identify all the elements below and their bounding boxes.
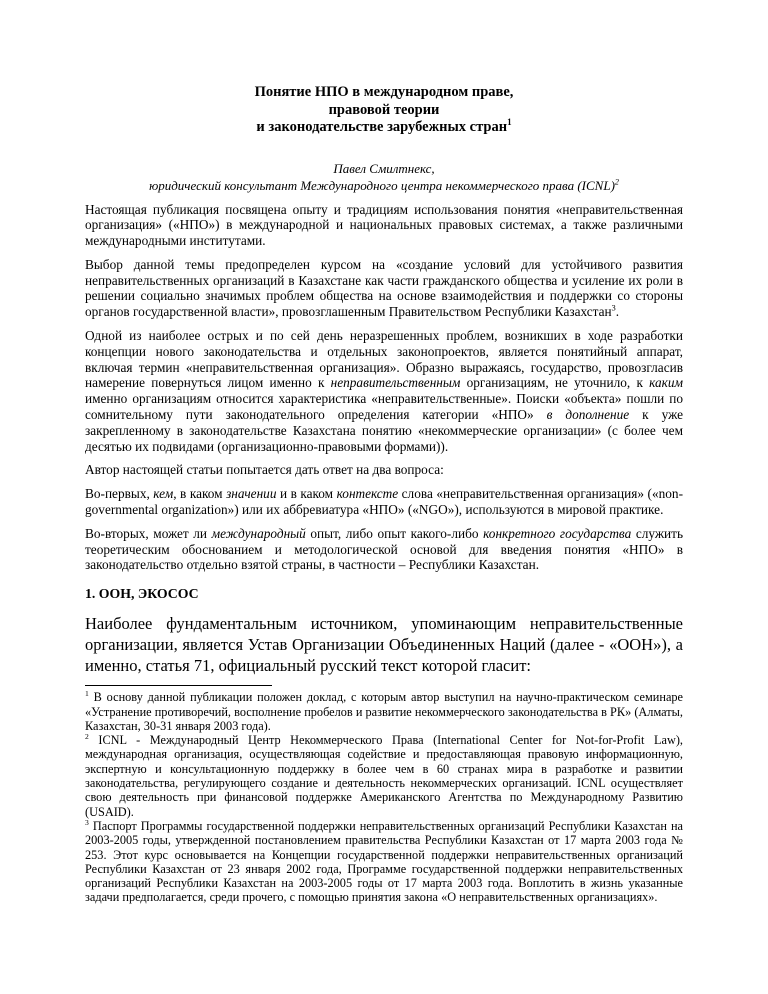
footnote-2 xyxy=(85,733,683,819)
section-heading-un-ecosoc: 1. ООН, ЭКОСОС xyxy=(85,586,199,602)
paragraph-question-2: Во-вторых, может ли международный опыт, либо опыт какого-либо конкретного государства служить теоретическим обоснованием и методологической основой для введения понятия «НПО» в законодательство отдельно взятой страны, в частности – Республики Казахстан. xyxy=(85,525,684,573)
paragraph-un-charter-lead: Наиболее фундаментальным источником, упоминающим неправительственные организации, является Устав Организации Объединенных Наций (далее - «ООН»), а именно, статья 71, официальный русский текст которой гласит: xyxy=(85,614,683,676)
title-line-3-text: и законодательстве зарубежных стран xyxy=(256,119,508,135)
author-affiliation-text: юридический консультант Международного центра некоммерческого права (ICNL) xyxy=(149,177,615,193)
author-affiliation xyxy=(85,177,683,194)
paragraph-questions-intro: Автор настоящей статьи попытается дать ответ на два вопроса: xyxy=(85,462,444,478)
paragraph-question-1: Во-первых, кем, в каком значении и в каком контексте слова «неправительственная организация» («non-governmental organization») или их аббревиатура «НПО» («NGO»), используются в мировой практике. xyxy=(85,486,683,518)
title-line-2: правовой теории xyxy=(328,101,440,118)
author-name: Павел Смилтнекс, xyxy=(333,160,435,176)
title-footnote-ref: 1 xyxy=(507,117,512,128)
document-title xyxy=(85,84,683,137)
title-line-3 xyxy=(85,119,683,137)
footnote-2-ref: 2 xyxy=(85,732,89,742)
footnote-3-text: Паспорт Программы государственной поддержки неправительственных организаций Республики Казахстан на 2003-2005 годы, утвержденной постановлением правительства Республики Казахстан от 17 марта 2003 года № 253. Этот курс основывается на Концепции государственной поддержки неправительственных организаций Республики Казахстан от 23 января 2002 года, Программе государственной поддержки неправительственных организаций Республики Казахстан на 2003-2005 годы от 17 марта 2003 года. Воплотить в жизнь указанные задачи предполагается, среди прочего, с помощью принятия закона «О неправительственных организациях». xyxy=(85,818,684,905)
footnote-1-text: В основу данной публикации положен доклад, с которым автор выступил на научно-практическом семинаре «Устранение противоречий, восполнение пробелов и развитие некоммерческого законодательства в РК» (Алматы, Казахстан, 30-31 января 2003 года). xyxy=(85,690,684,733)
paragraph-intro: Настоящая публикация посвящена опыту и традициям использования понятия «неправительственная организация» («НПО») в международной и национальных правовых системах, а также различными международными институтами. xyxy=(85,201,683,249)
footnote-3-ref: 3 xyxy=(85,817,89,827)
paragraph-government-course: Выбор данной темы предопределен курсом на «создание условий для устойчивого развития неправительственных организаций в Казахстане как части гражданского общества и усиление их роли в решении социально значимых проблем общества на основе взаимодействия и поддержки со стороны органов государственной власти», провозглашенным Правительством Республики Казахстан$^3$. xyxy=(85,256,683,320)
footnote-separator xyxy=(85,685,272,686)
paragraph-terminology-problem: Одной из наиболее острых и по сей день неразрешенных проблем, возникших в ходе разработки концепции нового законодательства и отдельных законопроектов, является понятийный аппарат, включая термин «неправительственная организация». Образно выражаясь, государство, провозгласив намерение повернуться лицом именно к неправительственным организациям, не уточнило, к каким именно организациям относится характеристика «неправительственные». Поиски «объекта» пошли по сомнительному пути законодательного определения категории «НПО» в дополнение к уже закрепленному в законодательстве Казахстана понятию «некоммерческие организации» (с более чем десятью их подвидами (организационно-правовыми формами)). xyxy=(85,328,684,454)
footnote-3 xyxy=(85,819,683,905)
footnote-2-text: ICNL - Международный Центр Некоммерческого Права (International Center for Not-for-Profit Law), международная организация, осуществляющая содействие и предоставляющая правовую информационную, экспертную и консультационную поддержку в более чем в 60 странах мира в разработке и развитии законодательства, регулирующего создание и деятельность некоммерческих организаций. ICNL осуществляет свою деятельность при финансовой поддержке Американского Агентства по Международному Развитию (USAID). xyxy=(85,733,683,819)
author-block xyxy=(85,160,683,194)
footnote-1 xyxy=(85,690,683,733)
title-line-1: Понятие НПО в международном праве, xyxy=(254,84,514,100)
author-footnote-ref: 2 xyxy=(614,177,619,187)
footnote-1-ref: 1 xyxy=(85,689,89,699)
footnotes-section xyxy=(85,690,683,904)
